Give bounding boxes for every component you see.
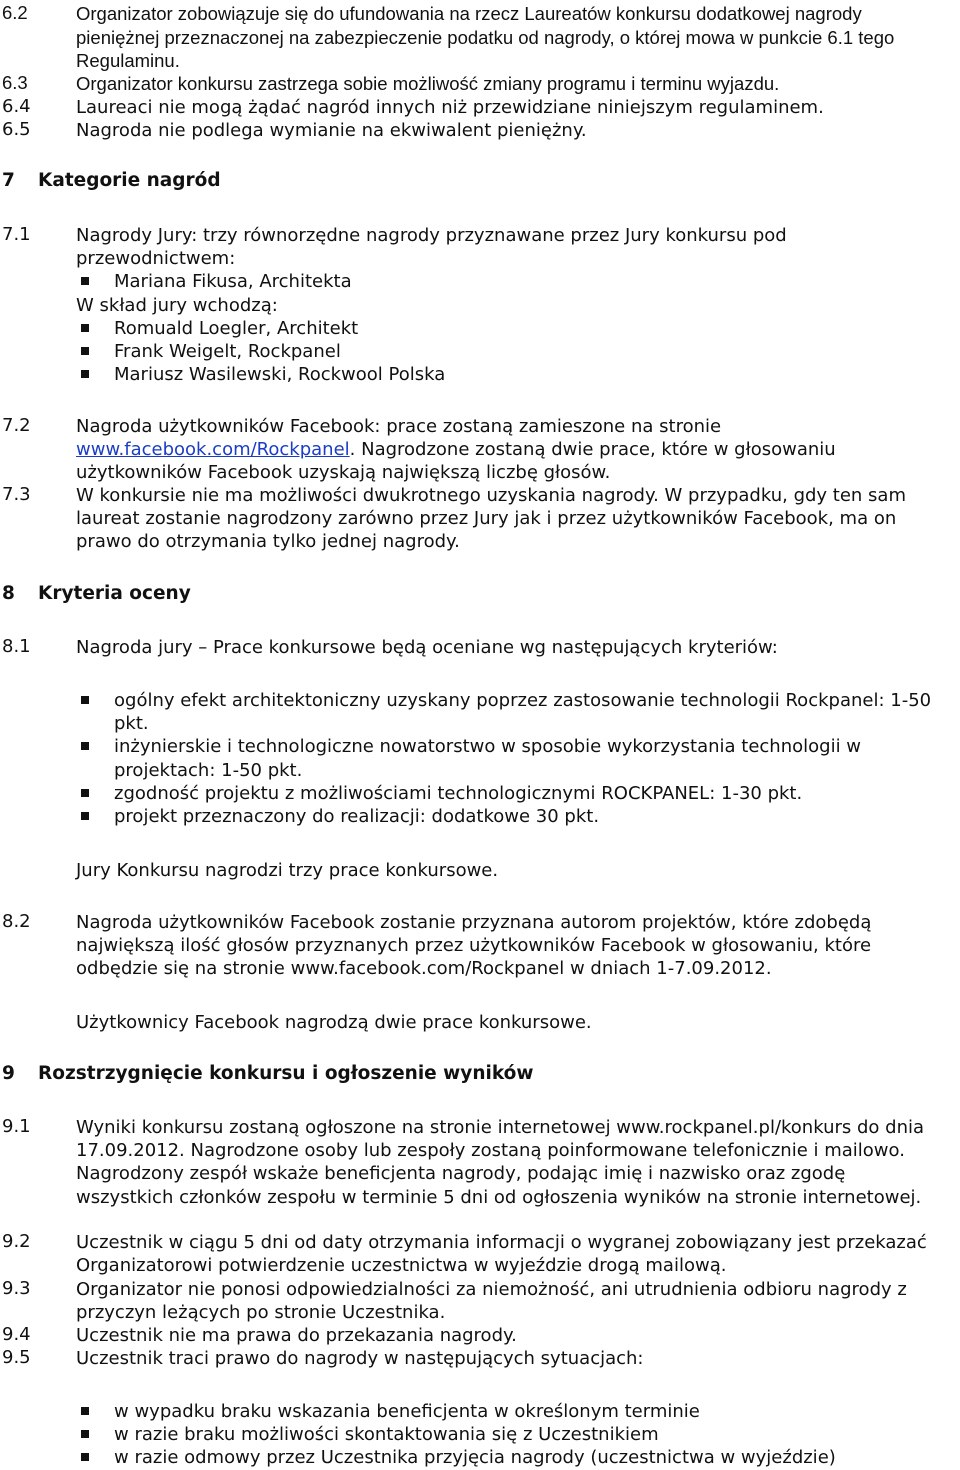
clause-number: 9.2 (2, 1231, 31, 1252)
list-item: Mariusz Wasilewski, Rockwool Polska (76, 363, 946, 386)
list-item: ogólny efekt architektoniczny uzyskany poprzez zastosowanie technologii Rockpanel: 1-50 pkt. (76, 689, 946, 735)
jury-intro: Nagrody Jury: trzy równorzędne nagrody przyznawane przez Jury konkursu pod przewodnictwem: (76, 225, 787, 270)
clause-text: W konkursie nie ma możliwości dwukrotnego uzyskania nagrody. W przypadku, gdy ten sam laureat zostanie nagrodzony zarówno przez Jury jak i przez użytkowników Facebook, ma on prawo do otrzymania tylko jednej nagrody. (76, 485, 906, 553)
clause-text: Wyniki konkursu zostaną ogłoszone na stronie internetowej www.rockpanel.pl/konkurs do dnia 17.09.2012. Nagrodzone osoby lub zespoły zostaną poinformowane telefonicznie i mailowo. Nagrodzony zespół wskaże beneficjenta nagrody, podając imię i nazwisko oraz zgodę wszystkich członków zespołu w terminie 5 dni od ogłoszenia wyników na stronie internetowej. (76, 1117, 925, 1208)
jury-label: W skład jury wchodzą: (76, 294, 278, 316)
clause-text (76, 224, 946, 386)
clause-text: Organizator konkursu zastrzega sobie możliwość zmiany programu i terminu wyjazdu. (76, 73, 780, 94)
clause-text: Nagroda użytkowników Facebook zostanie przyznana autorom projektów, które zdobędą największą ilość głosów przyznanych przez użytkowników Facebook w głosowaniu, które odbędzie się na stronie www.facebook.com/Rockpanel w dniach 1-7.09.2012. (76, 912, 872, 980)
list-item: w razie odmowy przez Uczestnika przyjęcia nagrody (uczestnictwa w wyjeździe) (76, 1446, 946, 1469)
facebook-note: Użytkownicy Facebook nagrodzą dwie prace konkursowe. (76, 1012, 592, 1033)
section-number: 7 (2, 170, 15, 191)
clause-number: 6.3 (2, 72, 28, 93)
clause-number: 6.2 (2, 2, 28, 23)
list-item: Mariana Fikusa, Architekta (76, 270, 946, 293)
list-item: zgodność projektu z możliwościami technologicznymi ROCKPANEL: 1-30 pkt. (76, 782, 946, 805)
clause-number: 9.3 (2, 1278, 31, 1299)
text-before-link: Nagroda użytkowników Facebook: prace zostaną zamieszone na stronie (76, 416, 722, 437)
list-item: Romuald Loegler, Architekt (76, 317, 946, 340)
clause-text: Organizator nie ponosi odpowiedzialności za niemożność, ani utrudnienia odbioru nagrody z przyczyn leżących po stronie Uczestnika. (76, 1279, 907, 1324)
clause-text: Organizator zobowiązuje się do ufundowania na rzecz Laureatów konkursu dodatkowej nagrody pieniężnej przeznaczonej na zabezpieczenie podatku od nagrody, o której mowa w punkcie 6.1 tego Regulaminu. (76, 3, 895, 71)
clause-text: Laureaci nie mogą żądać nagród innych niż przewidziane niniejszym regulaminem. (76, 97, 824, 118)
clause-number: 6.5 (2, 119, 31, 140)
clause-text (76, 415, 946, 485)
section-heading-9 (2, 1063, 533, 1084)
list-item: w wypadku braku wskazania beneficjenta w określonym terminie (76, 1400, 946, 1423)
clause-number: 6.4 (2, 96, 31, 117)
clause-number: 7.3 (2, 484, 31, 505)
list-item: inżynierskie i technologiczne nowatorstwo w sposobie wykorzystania technologii w projektach: 1-50 pkt. (76, 735, 946, 781)
clause-number: 9.4 (2, 1324, 31, 1345)
section-number: 8 (2, 583, 15, 604)
section-title: Rozstrzygnięcie konkursu i ogłoszenie wyników (38, 1063, 534, 1084)
facebook-link[interactable]: www.facebook.com/Rockpanel (76, 439, 350, 461)
section-number: 9 (2, 1063, 15, 1084)
text-after-link: . Nagrodzone zostaną dwie prace, które w głosowaniu użytkowników Facebook uzyskają największą liczbę głosów. (76, 439, 836, 484)
clause-number: 7.2 (2, 415, 31, 436)
clause-number: 9.5 (2, 1347, 31, 1368)
loss-conditions-list (76, 1400, 946, 1470)
clause-number: 8.2 (2, 911, 31, 932)
clause-text: Nagroda nie podlega wymianie na ekwiwalent pieniężny. (76, 120, 587, 141)
jury-note: Jury Konkursu nagrodzi trzy prace konkursowe. (76, 860, 499, 881)
clause-number: 8.1 (2, 636, 31, 657)
section-title: Kategorie nagród (38, 170, 221, 191)
clause-text: Uczestnik w ciągu 5 dni od daty otrzymania informacji o wygranej zobowiązany jest przekazać Organizatorowi potwierdzenie uczestnictwa w wyjeździe drogą mailową. (76, 1232, 927, 1277)
section-title: Kryteria oceny (38, 583, 191, 604)
clause-number: 9.1 (2, 1116, 31, 1137)
section-heading-8 (2, 583, 191, 604)
clause-text: Nagroda jury – Prace konkursowe będą oceniane wg następujących kryteriów: (76, 637, 778, 658)
criteria-list (76, 689, 946, 828)
clause-text: Uczestnik traci prawo do nagrody w następujących sytuacjach: (76, 1348, 644, 1369)
clause-number: 7.1 (2, 224, 31, 245)
section-heading-7 (2, 170, 221, 191)
list-item: Frank Weigelt, Rockpanel (76, 340, 946, 363)
list-item: w razie braku możliwości skontaktowania się z Uczestnikiem (76, 1423, 946, 1446)
clause-text: Uczestnik nie ma prawa do przekazania nagrody. (76, 1325, 517, 1346)
list-item: projekt przeznaczony do realizacji: dodatkowe 30 pkt. (76, 805, 946, 828)
